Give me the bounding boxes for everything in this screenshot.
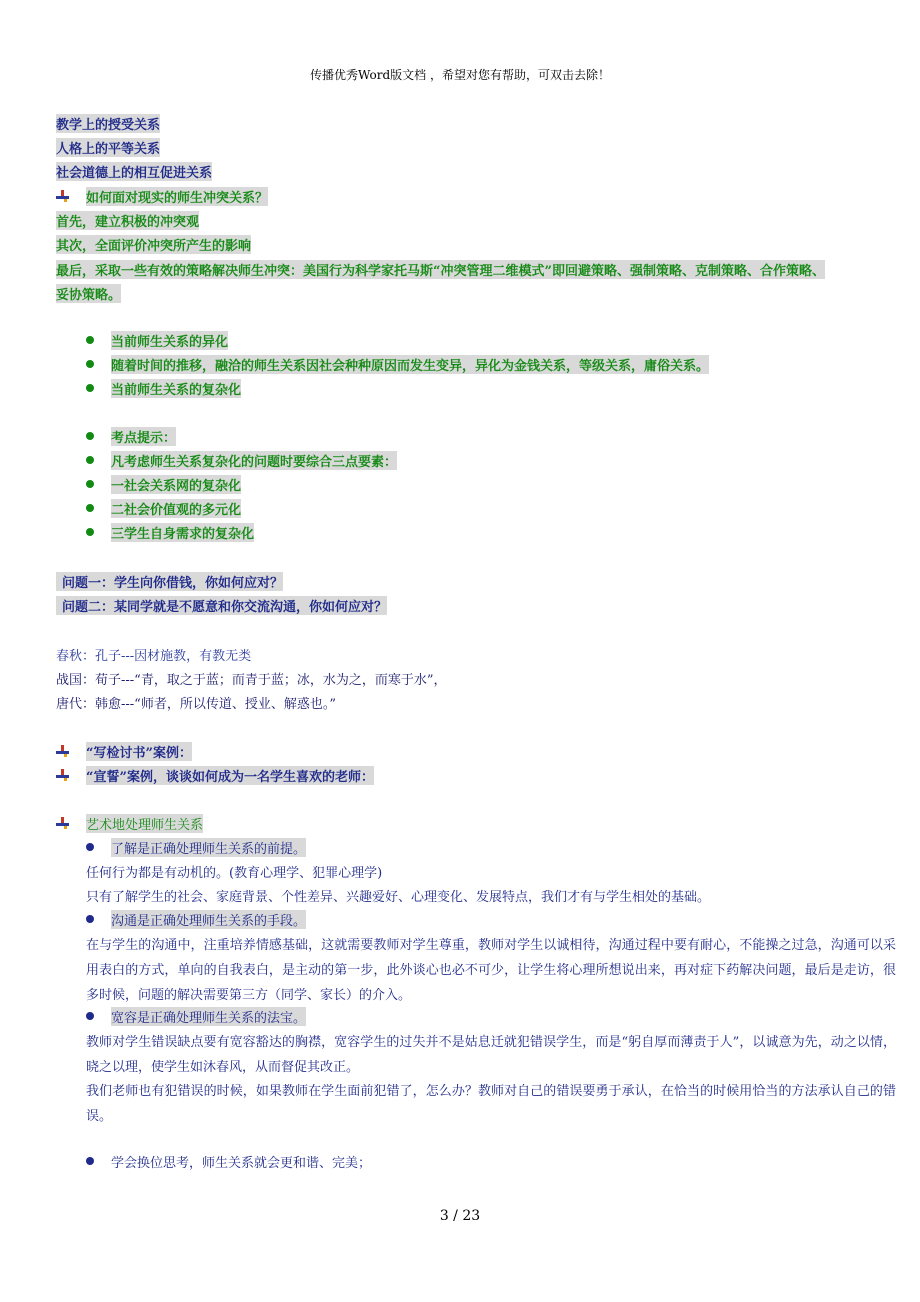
relation-teaching: 教学上的授受关系 [56,114,160,133]
bullet-icon [86,1012,94,1020]
list-item: 考点提示： [111,427,176,446]
list-item: 随着时间的推移，融洽的师生关系因社会种种原因而发生变异，异化为金钱关系，等级关系，庸俗关系。 [111,355,709,374]
communication-head: 沟通是正确处理师生关系的手段。 [111,910,306,929]
answer-first: 首先，建立积极的冲突观 [56,211,199,230]
answer-last-line2: 妥协策略。 [56,284,121,303]
bullet-icon [86,456,94,464]
conflict-question: 如何面对现实的师生冲突关系？ [86,187,268,206]
case-oath: “宣誓”案例，谈谈如何成为一名学生喜欢的老师： [86,766,374,785]
question-one: 问题一：学生向你借钱，你如何应对？ [56,572,283,591]
communication-body: 在与学生的沟通中，注重培养情感基础，这就需要教师对学生尊重，教师对学生以诚相待，沟通过程中要有耐心，不能操之过急，沟通可以采用表白的方式，单向的自我表白，是主动的第一步，此外谈心也必不可少，让学生将心理所想说出来，再对症下药解决问题，最后是走访，很多时候，问题的解决需要第三方（同学、家长）的介入。 [86,938,896,1003]
question-two: 问题二：某同学就是不愿意和你交流沟通，你如何应对？ [56,596,387,615]
answer-last-line1: 最后，采取一些有效的策略解决师生冲突：美国行为科学家托马斯“冲突管理二维模式”即回避策略、强制策略、克制策略、合作策略、 [56,260,825,279]
quote-xunzi: 战国：荀子---“青，取之于蓝；而青于蓝；冰，水为之，而寒于水”， [56,673,447,688]
page-number: 3 / 23 [439,1208,481,1224]
understanding-line2: 只有了解学生的社会、家庭背景、个性差异、兴趣爱好、心理变化、发展特点，我们才有与学生相处的基础。 [86,890,711,905]
quote-confucius: 春秋：孔子---因材施教，有教无类 [56,649,252,664]
answer-second: 其次，全面评价冲突所产生的影响 [56,235,251,254]
bullet-icon [86,480,94,488]
list-item: 凡考虑师生关系复杂化的问题时要综合三点要素： [111,451,397,470]
understanding-head: 了解是正确处理师生关系的前提。 [111,838,306,857]
list-item: 一社会关系网的复杂化 [111,475,241,494]
case-self-criticism: “写检讨书”案例： [86,742,192,761]
tolerance-body1: 教师对学生错误缺点要有宽容豁达的胸襟，宽容学生的过失并不是姑息迁就犯错误学生，而是“躬自厚而薄责于人”，以诚意为先，动之以情，晓之以理，使学生如沐春风，从而督促其改正。 [86,1035,896,1075]
quote-hanyu: 唐代：韩愈---“师者，所以传道、授业、解惑也。” [56,697,336,712]
empathy-item: 学会换位思考，师生关系就会更和谐、完美； [111,1156,372,1171]
list-item: 二社会价值观的多元化 [111,499,241,518]
bullet-flag-icon [56,769,70,781]
bullet-icon [86,915,94,923]
bullet-icon [86,360,94,368]
list-item: 三学生自身需求的复杂化 [111,523,254,542]
list-item: 当前师生关系的复杂化 [111,379,241,398]
bullet-flag-icon [56,745,70,757]
relation-morality: 社会道德上的相互促进关系 [56,162,212,181]
bullet-flag-icon [56,190,70,202]
bullet-flag-icon [56,817,70,829]
relation-personality: 人格上的平等关系 [56,138,160,157]
tolerance-body2: 我们老师也有犯错误的时候，如果教师在学生面前犯错了，怎么办？教师对自己的错误要勇于承认，在恰当的时候用恰当的方法承认自己的错误。 [86,1084,896,1124]
bullet-icon [86,1157,94,1165]
tolerance-head: 宽容是正确处理师生关系的法宝。 [111,1007,306,1026]
bullet-icon [86,843,94,851]
bullet-icon [86,528,94,536]
bullet-icon [86,336,94,344]
page-header: 传播优秀Word版文档 ，希望对您有帮助，可双击去除！ [310,68,610,82]
bullet-icon [86,432,94,440]
understanding-line1: 任何行为都是有动机的。(教育心理学、犯罪心理学) [86,866,383,881]
list-item: 当前师生关系的异化 [111,331,228,350]
bullet-icon [86,504,94,512]
bullet-icon [86,384,94,392]
art-title: 艺术地处理师生关系 [86,814,203,833]
